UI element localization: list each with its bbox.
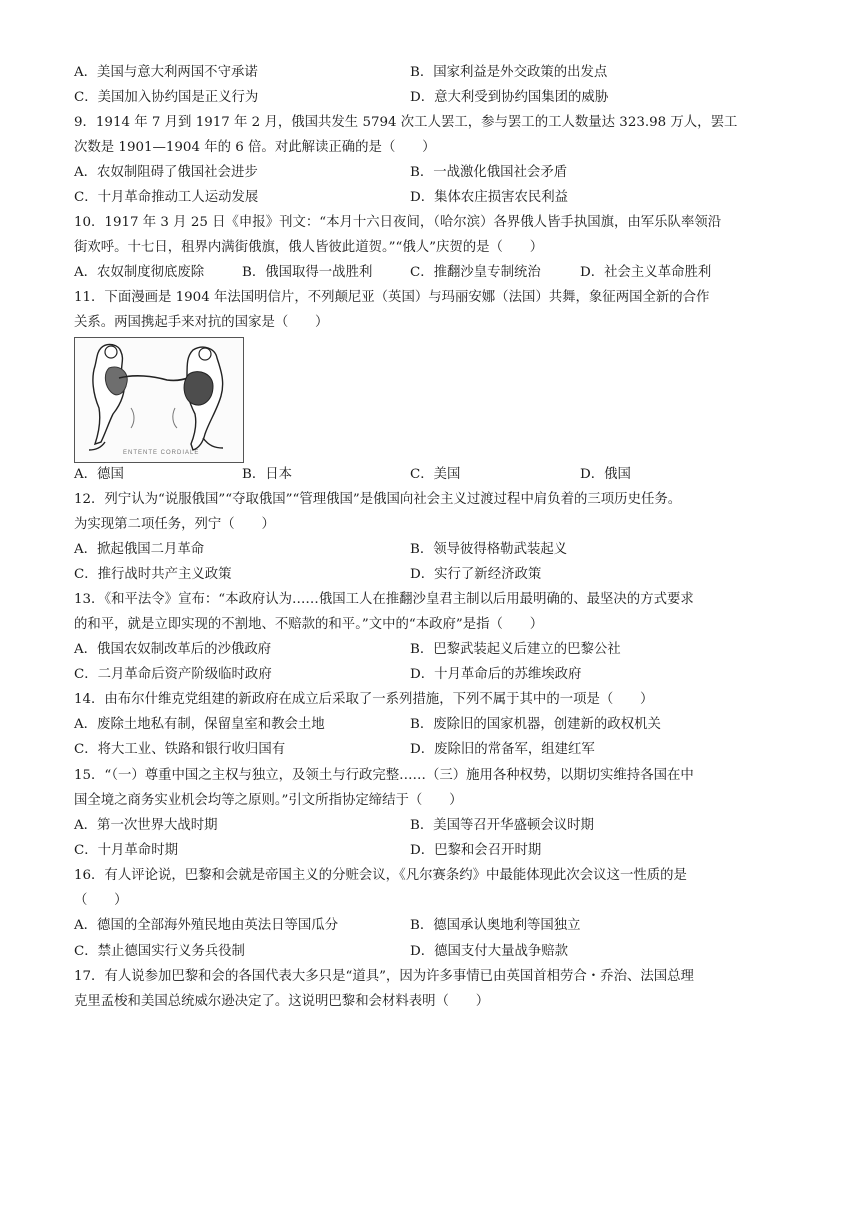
q10-stem-line2: 街欢呼。十七日，租界内满街俄旗，俄人皆彼此道贺。”“俄人”庆贺的是（ ） (74, 240, 544, 255)
q13-option-b: B．巴黎武装起义后建立的巴黎公社 (410, 642, 621, 657)
q10-stem-line1: 10．1917 年 3 月 25 日《申报》刊文：“本月十六日夜间，（哈尔滨）各界俄人皆手执国旗，由军乐队率领沿 (74, 215, 722, 230)
q13-stem-line2: 的和平，就是立即实现的不割地、不赔款的和平。”文中的“本政府”是指（ ） (74, 617, 544, 632)
q11-stem-line2: 关系。两国携起手来对抗的国家是（ ） (74, 315, 329, 330)
q13-option-a: A．俄国农奴制改革后的沙俄政府 (74, 642, 272, 657)
q14-option-a: A．废除土地私有制，保留皇室和教会土地 (74, 717, 325, 732)
q8-option-c: C．美国加入协约国是正义行为 (74, 90, 259, 105)
q9-option-d: D．集体农庄损害农民利益 (410, 190, 569, 205)
q12-stem-line2: 为实现第二项任务，列宁（ ） (74, 517, 275, 532)
q12-option-b: B．领导彼得格勒武装起义 (410, 542, 568, 557)
q14-option-d: D．废除旧的常备军，组建红军 (410, 742, 595, 757)
q9-stem-line1: 9．1914 年 7 月到 1917 年 2 月，俄国共发生 5794 次工人罢工，参与罢工的工人数量达 323.98 万人，罢工 (74, 115, 738, 130)
q10-option-a: A．农奴制度彻底废除 (74, 265, 205, 280)
q14-option-b: B．废除旧的国家机器，创建新的政权机关 (410, 717, 661, 732)
q17-stem-line2: 克里孟梭和美国总统威尔逊决定了。这说明巴黎和会材料表明（ ） (74, 994, 490, 1009)
q9-stem-line2: 次数是 1901—1904 年的 6 倍。对此解读正确的是（ ） (74, 140, 436, 155)
q8-option-d: D．意大利受到协约国集团的威胁 (410, 90, 609, 105)
q10-option-c: C．推翻沙皇专制统治 (410, 265, 541, 280)
q15-stem-line2: 国全境之商务实业机会均等之原则。”引文所指协定缔结于（ ） (74, 793, 463, 808)
q13-stem-line1: 13．《和平法令》宣布：“本政府认为……俄国工人在推翻沙皇君主制以后用最明确的、最坚决的方式要求 (74, 592, 694, 607)
q10-option-b: B．俄国取得一战胜利 (242, 265, 373, 280)
q15-option-b: B．美国等召开华盛顿会议时期 (410, 818, 594, 833)
q10-option-d: D．社会主义革命胜利 (580, 265, 712, 280)
q15-option-a: A．第一次世界大战时期 (74, 818, 218, 833)
q16-option-b: B．德国承认奥地利等国独立 (410, 918, 581, 933)
q16-option-a: A．德国的全部海外殖民地由英法日等国瓜分 (74, 918, 339, 933)
q12-option-d: D．实行了新经济政策 (410, 567, 542, 582)
q15-option-d: D．巴黎和会召开时期 (410, 843, 542, 858)
entente-cordiale-cartoon (74, 337, 244, 463)
dancing-figures-illustration (75, 338, 243, 462)
q11-option-b: B．日本 (242, 467, 293, 482)
q8-option-a: A．美国与意大利两国不守承诺 (74, 65, 258, 80)
q12-option-c: C．推行战时共产主义政策 (74, 567, 232, 582)
q16-stem-line2: （ ） (74, 893, 128, 908)
cartoon-caption: ENTENTE CORDIALE (123, 450, 200, 456)
q9-option-a: A．农奴制阻碍了俄国社会进步 (74, 165, 258, 180)
q16-stem-line1: 16．有人评论说，巴黎和会就是帝国主义的分赃会议，《凡尔赛条约》中最能体现此次会议这一性质的是 (74, 868, 687, 883)
q8-option-b: B．国家利益是外交政策的出发点 (410, 65, 608, 80)
q11-stem-line1: 11．下面漫画是 1904 年法国明信片，不列颠尼亚（英国）与玛丽安娜（法国）共舞，象征两国全新的合作 (74, 290, 710, 305)
q12-option-a: A．掀起俄国二月革命 (74, 542, 205, 557)
q16-option-d: D．德国支付大量战争赔款 (410, 944, 569, 959)
q9-option-c: C．十月革命推动工人运动发展 (74, 190, 259, 205)
q17-stem-line1: 17．有人说参加巴黎和会的各国代表大多只是“道具”，因为许多事情已由英国首相劳合・乔治、法国总理 (74, 969, 694, 984)
q16-option-c: C．禁止德国实行义务兵役制 (74, 944, 245, 959)
q15-stem-line1: 15．“（一）尊重中国之主权与独立，及领土与行政完整……（三）施用各种权势，以期切实维持各国在中 (74, 768, 694, 783)
q14-option-c: C．将大工业、铁路和银行收归国有 (74, 742, 286, 757)
q15-option-c: C．十月革命时期 (74, 843, 178, 858)
q12-stem-line1: 12．列宁认为“说服俄国”“夺取俄国”“管理俄国”是俄国向社会主义过渡过程中肩负着的三项历史任务。 (74, 492, 682, 507)
q11-option-c: C．美国 (410, 467, 461, 482)
q11-option-d: D．俄国 (580, 467, 631, 482)
q9-option-b: B．一战激化俄国社会矛盾 (410, 165, 568, 180)
q13-option-c: C．二月革命后资产阶级临时政府 (74, 667, 272, 682)
q13-option-d: D．十月革命后的苏维埃政府 (410, 667, 582, 682)
q14-stem-line1: 14．由布尔什维克党组建的新政府在成立后采取了一系列措施，下列不属于其中的一项是（ ） (74, 692, 654, 707)
q11-option-a: A．德国 (74, 467, 124, 482)
